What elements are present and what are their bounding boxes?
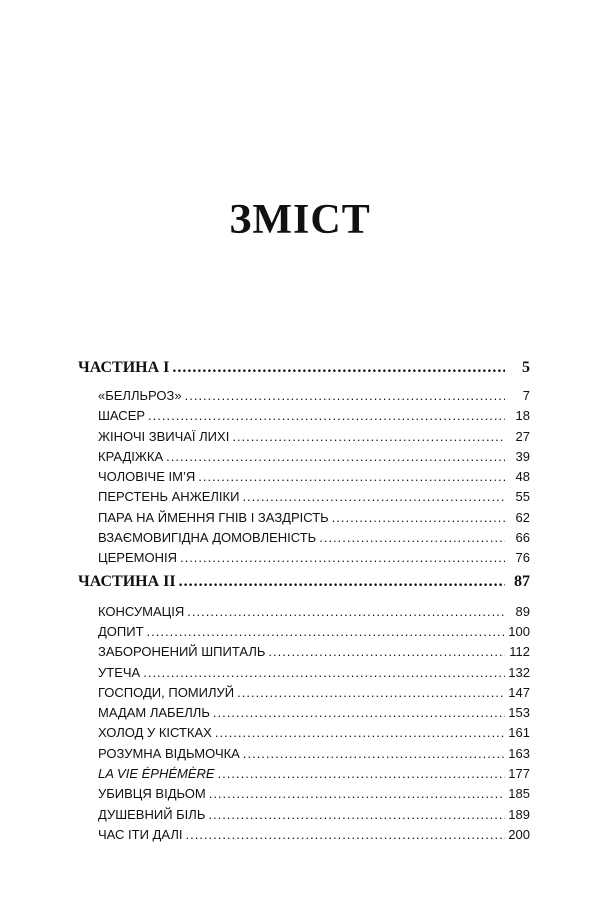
toc-entry[interactable] <box>98 784 530 804</box>
toc-entry[interactable] <box>98 528 530 548</box>
dot-leader <box>147 622 505 642</box>
toc-entry[interactable] <box>98 622 530 642</box>
page-title: ЗМІСТ <box>229 197 371 243</box>
toc-part-2[interactable] <box>78 570 530 594</box>
dot-leader <box>332 508 505 528</box>
dot-leader <box>242 487 505 507</box>
toc-entry-label: РОЗУМНА ВІДЬМОЧКА <box>98 745 240 761</box>
toc-entry-label: ВЗАЄМОВИГІДНА ДОМОВЛЕНІСТЬ <box>98 530 317 546</box>
toc-entry[interactable] <box>98 427 530 447</box>
toc-page-number: 76 <box>515 550 530 566</box>
toc-entry-label: ПАРА НА ЙМЕННЯ ГНІВ І ЗАЗДРІСТЬ <box>98 509 329 525</box>
dot-leader <box>232 427 505 447</box>
toc-entry[interactable] <box>98 663 530 683</box>
toc-entry-label: ХОЛОД У КІСТКАХ <box>98 725 212 741</box>
toc-entry-label: ЧОЛОВІЧЕ ІМ’Я <box>98 469 196 485</box>
toc-entry-label: ЖІНОЧІ ЗВИЧАЇ ЛИХІ <box>98 428 230 444</box>
toc-entry[interactable] <box>98 386 530 406</box>
toc-page-number: 153 <box>508 705 530 721</box>
toc-entry[interactable] <box>98 406 530 426</box>
toc-part-label: ЧАСТИНА ІІ <box>78 572 176 590</box>
toc-entry-label: ГОСПОДИ, ПОМИЛУЙ <box>98 684 235 700</box>
toc-entry[interactable] <box>98 508 530 528</box>
dot-leader <box>268 642 505 662</box>
toc-entry-label: ДОПИТ <box>98 623 144 639</box>
toc-page-number: 5 <box>522 359 530 376</box>
toc-page-number: 87 <box>514 572 530 590</box>
toc-entry[interactable] <box>98 764 530 784</box>
toc-page-number: 18 <box>515 408 530 424</box>
toc-page-number: 55 <box>515 489 530 505</box>
toc-entry[interactable] <box>98 467 530 487</box>
toc-chapter-list <box>98 602 530 846</box>
dot-leader <box>243 744 505 764</box>
dot-leader <box>166 447 505 467</box>
toc-entry[interactable] <box>98 723 530 743</box>
toc-chapter-list <box>98 386 530 569</box>
toc-entry-label: ЗАБОРОНЕНИЙ ШПИТАЛЬ <box>98 644 266 660</box>
toc-part-label: ЧАСТИНА І <box>78 359 170 376</box>
dot-leader <box>198 467 505 487</box>
toc-page-number: 185 <box>508 786 530 802</box>
toc-entry[interactable] <box>98 703 530 723</box>
toc-page-number: 147 <box>508 684 530 700</box>
toc-entry[interactable] <box>98 642 530 662</box>
toc-page-number: 189 <box>508 806 530 822</box>
toc-entry[interactable] <box>98 548 530 568</box>
toc-entry-label: «БЕЛЛЬРОЗ» <box>98 388 182 403</box>
dot-leader <box>187 602 505 622</box>
toc-entry-label: МАДАМ ЛАБЕЛЛЬ <box>98 705 210 721</box>
dot-leader <box>148 406 505 426</box>
toc-entry[interactable] <box>98 447 530 467</box>
toc-page-number: 200 <box>508 826 530 842</box>
dot-leader <box>179 570 505 594</box>
dot-leader <box>209 784 505 804</box>
toc-page-number: 27 <box>515 428 530 444</box>
dot-leader <box>213 703 505 723</box>
toc-page-number: 112 <box>509 644 530 660</box>
dot-leader <box>143 663 505 683</box>
toc-entry[interactable] <box>98 825 530 845</box>
dot-leader <box>172 356 505 380</box>
dot-leader <box>218 764 505 784</box>
toc-page-number: 62 <box>515 509 530 525</box>
toc-entry[interactable] <box>98 744 530 764</box>
toc-page-number: 7 <box>522 388 530 403</box>
table-of-contents <box>78 356 530 845</box>
dot-leader <box>215 723 505 743</box>
toc-entry-label: КОНСУМАЦІЯ <box>98 603 185 619</box>
toc-page-number: 66 <box>515 530 530 546</box>
toc-entry-label: ПЕРСТЕНЬ АНЖЕЛІКИ <box>98 489 240 505</box>
toc-entry-label: LA VIE ÉPHÉMÈRE <box>98 766 215 782</box>
toc-entry[interactable] <box>98 805 530 825</box>
toc-page-number: 177 <box>508 766 530 782</box>
toc-page-number: 89 <box>515 603 530 619</box>
toc-page-number: 48 <box>515 469 530 485</box>
dot-leader <box>185 825 505 845</box>
toc-entry-label: ЧАС ІТИ ДАЛІ <box>98 826 183 842</box>
dot-leader <box>319 528 505 548</box>
toc-entry-label: УТЕЧА <box>98 664 141 680</box>
dot-leader <box>180 548 505 568</box>
toc-page-number: 163 <box>508 745 530 761</box>
toc-entry-label: ДУШЕВНИЙ БІЛЬ <box>98 806 206 822</box>
toc-entry[interactable] <box>98 487 530 507</box>
toc-entry[interactable] <box>98 602 530 622</box>
toc-page-number: 161 <box>508 725 530 741</box>
toc-entry-label: ЦЕРЕМОНІЯ <box>98 550 177 566</box>
toc-entry[interactable] <box>98 683 530 703</box>
dot-leader <box>208 805 505 825</box>
toc-part-1[interactable] <box>78 356 530 380</box>
toc-page-number: 132 <box>508 664 530 680</box>
dot-leader <box>237 683 505 703</box>
toc-page-number: 100 <box>508 623 530 639</box>
toc-entry-label: ШАСЕР <box>98 408 146 424</box>
toc-page-number: 39 <box>515 448 530 464</box>
dot-leader <box>185 386 505 406</box>
toc-entry-label: УБИВЦЯ ВІДЬОМ <box>98 786 206 802</box>
toc-entry-label: КРАДІЖКА <box>98 448 164 464</box>
